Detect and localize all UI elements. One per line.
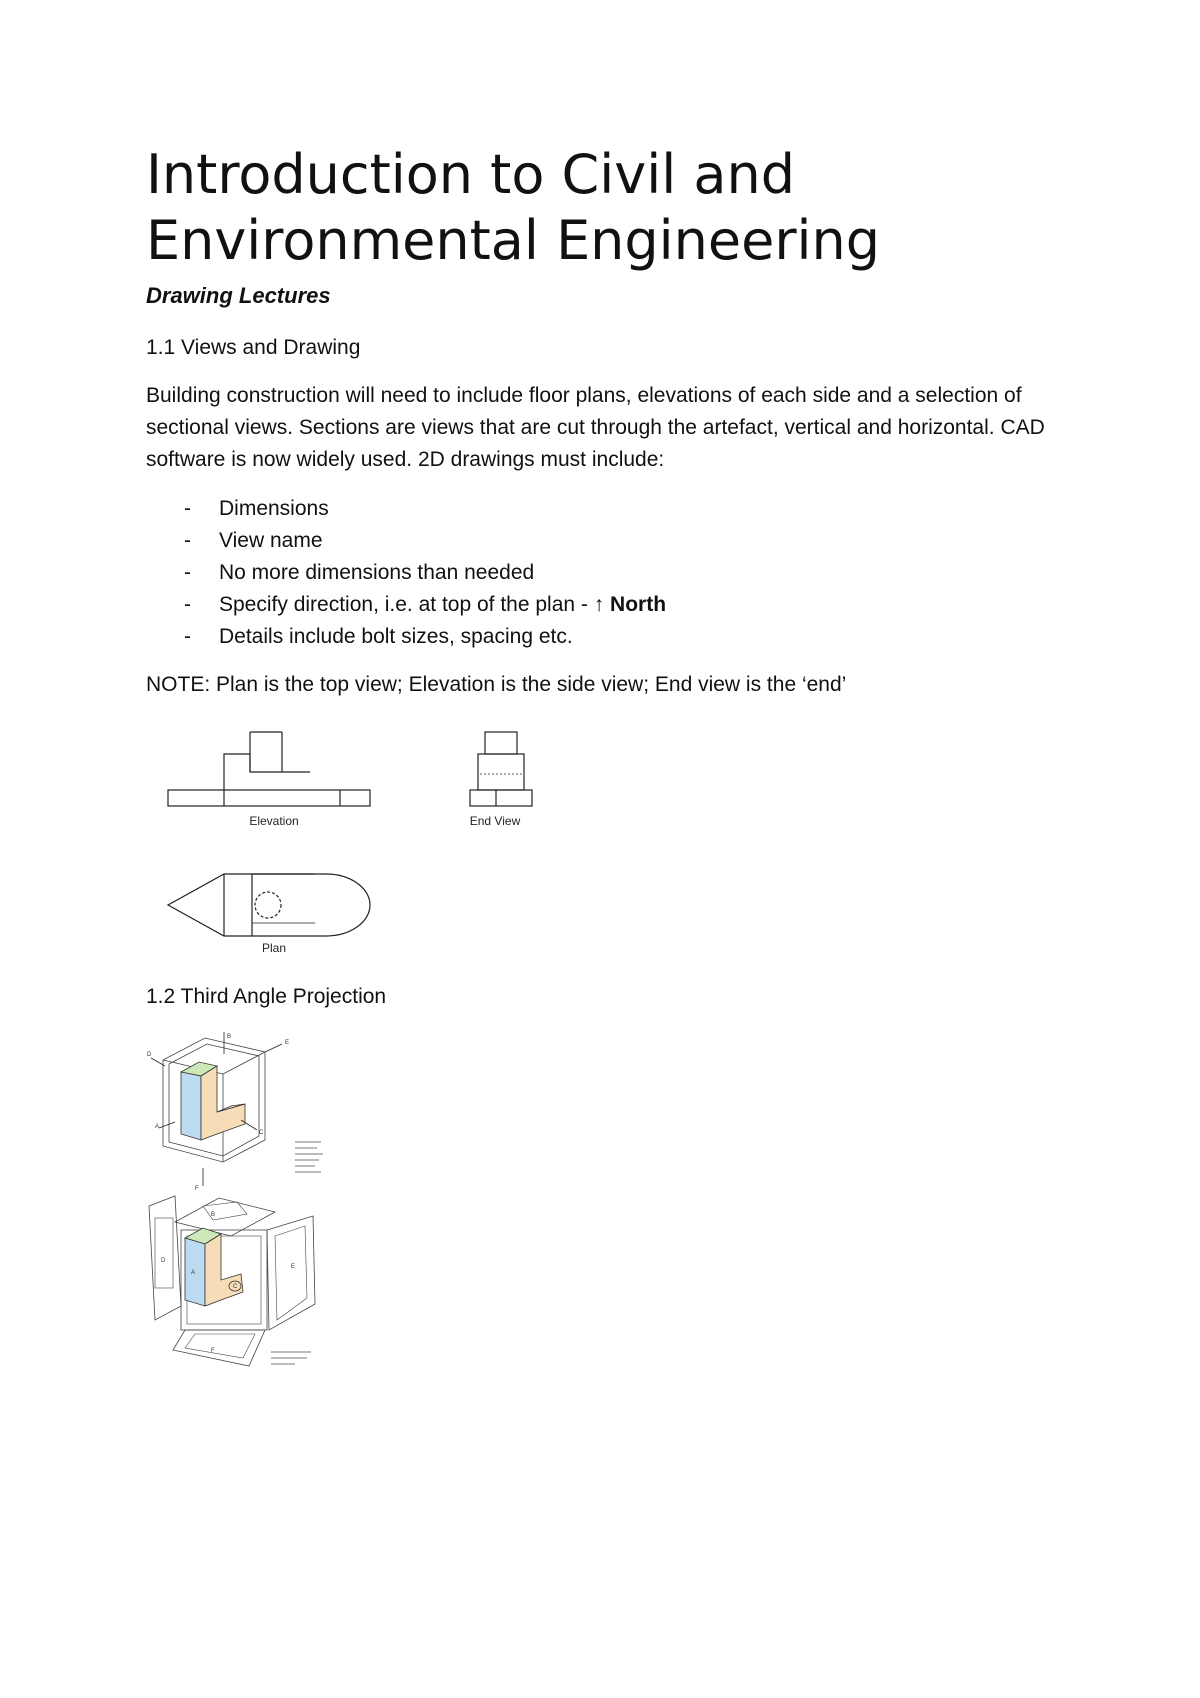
bullet-dash: - — [184, 625, 191, 648]
bullet-dash: - — [184, 561, 191, 584]
north-emphasis: ↑ North — [593, 593, 667, 616]
end-view-drawing — [470, 732, 532, 806]
list-item: - Specify direction, i.e. at top of the plan - ↑ North — [146, 589, 666, 621]
arrow-label-f: F — [195, 1186, 199, 1192]
object-isometric — [181, 1062, 245, 1140]
section-paragraph: Building construction will need to include floor plans, elevations of each side and a selection of sectional views. Sections are views that are cut through the artefact, vertical and horizontal. CAD software is now widely used. 2D drawings must include: — [146, 384, 1045, 471]
arrow-label-b: B — [227, 1034, 232, 1040]
unfolded-label-d: D — [161, 1258, 166, 1264]
section-heading-views: 1.1 Views and Drawing — [146, 336, 361, 359]
list-item: - No more dimensions than needed — [146, 557, 666, 589]
unfolded-label-e: E — [291, 1264, 296, 1270]
document-title: Introduction to Civil and Environmental Engineering — [146, 143, 881, 272]
unfolded-label-f: F — [211, 1348, 215, 1354]
list-item: - Dimensions — [146, 493, 666, 525]
end-view-label: End View — [469, 814, 521, 828]
unfolded-label-a: A — [191, 1270, 196, 1276]
note-text: NOTE: Plan is the top view; Elevation is the side view; End view is the ‘end’ — [146, 673, 847, 696]
unfolded-label-b: B — [211, 1212, 216, 1218]
unfolded-label-c: C — [233, 1284, 238, 1290]
document-subtitle: Drawing Lectures — [146, 283, 331, 308]
object-unfolded — [185, 1228, 243, 1306]
list-item: - View name — [146, 525, 666, 557]
list-item: - Details include bolt sizes, spacing etc. — [146, 621, 666, 653]
bullet-dash: - — [184, 529, 191, 552]
plan-drawing — [168, 874, 370, 936]
bullet-dash: - — [184, 593, 191, 616]
plan-label: Plan — [261, 941, 287, 955]
arrow-label-a: A — [155, 1124, 160, 1130]
orthographic-views-figure — [160, 720, 540, 960]
requirements-list — [146, 493, 666, 653]
arrow-label-e: E — [285, 1040, 290, 1046]
arrow-label-c: C — [259, 1130, 264, 1136]
elevation-label: Elevation — [249, 814, 299, 828]
arrow-label-d: D — [147, 1052, 152, 1058]
elevation-drawing — [168, 732, 370, 806]
section-heading-projection: 1.2 Third Angle Projection — [146, 985, 387, 1008]
bullet-dash: - — [184, 497, 191, 520]
third-angle-projection-figure — [145, 1030, 355, 1370]
